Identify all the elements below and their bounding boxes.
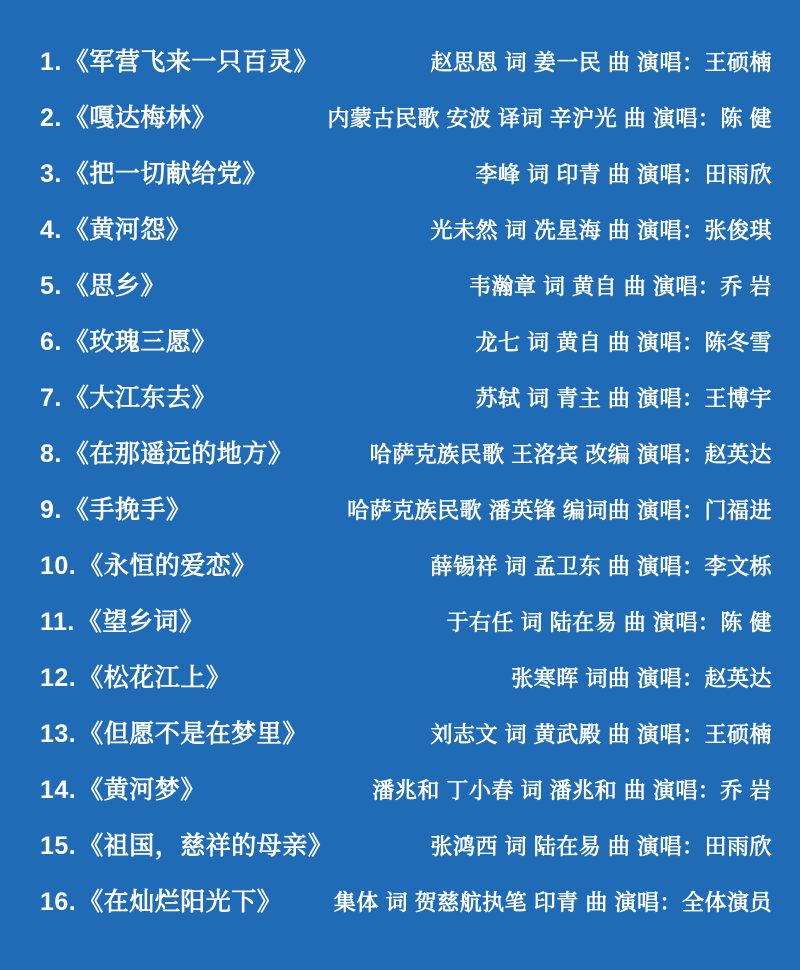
track-index: 5.: [40, 272, 62, 300]
track-index: 14.: [40, 776, 77, 804]
track-credits: 李峰 词 印青 曲 演唱：田雨欣: [475, 162, 772, 187]
track-heading: [40, 874, 282, 930]
track-heading: [40, 202, 191, 258]
track-row: [40, 90, 772, 146]
track-heading: [40, 314, 217, 370]
track-credits: 内蒙古民歌 安波 译词 辛沪光 曲 演唱：陈 健: [327, 106, 772, 131]
track-row: [40, 818, 772, 874]
track-row: [40, 762, 772, 818]
track-heading: [40, 706, 308, 762]
track-heading: [40, 650, 231, 706]
track-title: 《松花江上》: [78, 664, 232, 692]
track-index: 13.: [40, 720, 77, 748]
track-row: [40, 34, 772, 90]
track-index: 3.: [40, 160, 62, 188]
track-title: 《祖国，慈祥的母亲》: [78, 832, 334, 860]
track-heading: [40, 538, 257, 594]
track-title: 《玫瑰三愿》: [63, 328, 217, 356]
track-credits: 哈萨克族民歌 潘英锋 编词曲 演唱：门福进: [347, 498, 772, 523]
track-heading: [40, 90, 217, 146]
track-index: 6.: [40, 328, 62, 356]
track-index: 8.: [40, 440, 62, 468]
track-heading: [40, 762, 206, 818]
track-credits: 赵思恩 词 姜一民 曲 演唱：王硕楠: [430, 50, 772, 75]
track-list: [40, 34, 772, 950]
track-credits: 韦瀚章 词 黄自 曲 演唱：乔 岩: [468, 274, 772, 299]
track-index: 15.: [40, 832, 77, 860]
track-index: 12.: [40, 664, 77, 692]
track-row: [40, 314, 772, 370]
track-title: 《黄河怨》: [63, 216, 192, 244]
track-row: [40, 258, 772, 314]
track-title: 《军营飞来一只百灵》: [63, 48, 319, 76]
track-row: [40, 482, 772, 538]
track-row: [40, 706, 772, 762]
track-title: 《嘎达梅林》: [63, 104, 217, 132]
track-row: [40, 874, 772, 930]
track-credits: 于右任 词 陆在易 曲 演唱：陈 健: [446, 610, 772, 635]
track-heading: [40, 482, 191, 538]
track-row: [40, 426, 772, 482]
track-credits: 哈萨克族民歌 王洛宾 改编 演唱：赵英达: [369, 442, 772, 467]
track-row: [40, 650, 772, 706]
track-index: 2.: [40, 104, 62, 132]
track-heading: [40, 426, 293, 482]
track-index: 4.: [40, 216, 62, 244]
track-credits: 集体 词 贺慈航执笔 印青 曲 演唱：全体演员: [333, 890, 772, 915]
track-title: 《思乡》: [63, 272, 166, 300]
track-index: 10.: [40, 552, 77, 580]
track-credits: 潘兆和 丁小春 词 潘兆和 曲 演唱：乔 岩: [372, 778, 772, 803]
track-title: 《但愿不是在梦里》: [78, 720, 308, 748]
track-credits: 薛锡祥 词 孟卫东 曲 演唱：李文栎: [430, 554, 772, 579]
track-index: 1.: [40, 48, 62, 76]
track-index: 11.: [40, 608, 75, 636]
track-credits: 龙七 词 黄自 曲 演唱：陈冬雪: [475, 330, 772, 355]
track-title: 《把一切献给党》: [63, 160, 268, 188]
track-row: [40, 370, 772, 426]
track-title: 《黄河梦》: [78, 776, 206, 804]
track-title: 《望乡词》: [76, 608, 205, 636]
track-credits: 刘志文 词 黄武殿 曲 演唱：王硕楠: [430, 722, 772, 747]
track-heading: [40, 594, 204, 650]
track-row: [40, 594, 772, 650]
track-heading: [40, 258, 166, 314]
track-heading: [40, 370, 217, 426]
track-credits: 张鸿西 词 陆在易 曲 演唱：田雨欣: [430, 834, 772, 859]
track-title: 《在那遥远的地方》: [63, 440, 294, 468]
track-index: 9.: [40, 496, 62, 524]
track-credits: 苏轼 词 青主 曲 演唱：王博宇: [475, 386, 772, 411]
track-row: [40, 538, 772, 594]
track-row: [40, 146, 772, 202]
track-credits: 张寒晖 词曲 演唱：赵英达: [511, 666, 772, 691]
track-heading: [40, 34, 319, 90]
track-index: 16.: [40, 888, 77, 916]
track-title: 《在灿烂阳光下》: [78, 888, 283, 916]
track-index: 7.: [40, 384, 62, 412]
track-heading: [40, 146, 268, 202]
track-credits: 光未然 词 冼星海 曲 演唱：张俊琪: [430, 218, 772, 243]
track-heading: [40, 818, 333, 874]
track-title: 《大江东去》: [63, 384, 217, 412]
track-title: 《永恒的爱恋》: [78, 552, 257, 580]
track-row: [40, 202, 772, 258]
track-title: 《手挽手》: [63, 496, 192, 524]
